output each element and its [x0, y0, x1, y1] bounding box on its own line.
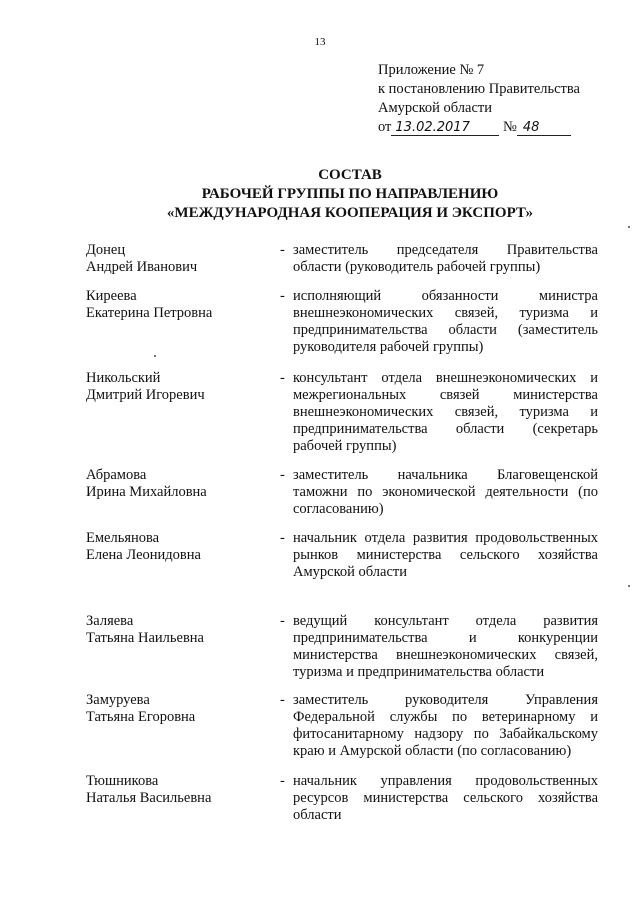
member-role: ведущий консультант отдела развития предпринимательства и конкуренции министерства внешнеэкономических связей, туризма и предпринимательства области: [293, 613, 598, 680]
appendix-header: [378, 61, 580, 137]
member-name: [86, 288, 276, 322]
member-name: [86, 242, 276, 276]
member-given-names: Ирина Михайловна: [86, 484, 207, 500]
appendix-date-line: [378, 118, 580, 137]
member-role: исполняющий обязанности министра внешнеэкономических связей, туризма и предпринимательства области (заместитель руководителя рабочей группы): [293, 288, 598, 355]
member-dash: -: [280, 242, 285, 258]
member-given-names: Андрей Иванович: [86, 259, 198, 275]
member-surname: Донец: [86, 242, 126, 258]
member-given-names: Екатерина Петровна: [86, 305, 213, 321]
member-surname: Заляева: [86, 613, 134, 629]
member-name: [86, 467, 276, 501]
member-surname: Абрамова: [86, 467, 147, 483]
member-dash: -: [280, 613, 285, 629]
member-surname: Емельянова: [86, 530, 160, 546]
member-name: [86, 370, 276, 404]
scan-speck: [628, 226, 630, 228]
member-name: [86, 530, 276, 564]
member-given-names: Дмитрий Игоревич: [86, 387, 205, 403]
member-given-names: Татьяна Егоровна: [86, 709, 196, 725]
member-given-names: Наталья Васильевна: [86, 790, 212, 806]
member-dash: -: [280, 692, 285, 708]
scan-speck: [628, 585, 630, 587]
appendix-region-line: Амурской области: [378, 100, 492, 116]
member-role: заместитель председателя Правительства области (руководитель рабочей группы): [293, 242, 598, 275]
member-surname: Киреева: [86, 288, 137, 304]
page-number: 13: [314, 36, 326, 48]
member-dash: -: [280, 370, 285, 386]
member-role: начальник управления продовольственных ресурсов министерства сельского хозяйства области: [293, 773, 598, 823]
member-role: начальник отдела развития продовольственных рынков министерства сельского хозяйства Амурской области: [293, 530, 598, 580]
member-surname: Никольский: [86, 370, 161, 386]
number-prefix: №: [503, 119, 517, 135]
member-name: [86, 773, 276, 807]
member-role: заместитель начальника Благовещенской таможни по экономической деятельности (по согласованию): [293, 467, 598, 517]
handwritten-number: 48: [517, 120, 571, 136]
title-line-1: СОСТАВ: [318, 167, 382, 183]
member-surname: Тюшникова: [86, 773, 159, 789]
member-dash: -: [280, 530, 285, 546]
appendix-resolution-line: к постановлению Правительства: [378, 81, 580, 97]
member-given-names: Елена Леонидовна: [86, 547, 201, 563]
handwritten-date: 13.02.2017: [391, 120, 499, 136]
scan-speck: [154, 355, 156, 357]
document-title: [0, 166, 640, 223]
member-role: заместитель руководителя Управления Федеральной службы по ветеринарному и фитосанитарному надзору по Забайкальскому краю и Амурской области (по согласованию): [293, 692, 598, 759]
member-surname: Замуруева: [86, 692, 150, 708]
member-role: консультант отдела внешнеэкономических и межрегиональных связей министерства внешнеэкономических связей, туризма и предпринимательства области (секретарь рабочей группы): [293, 370, 598, 454]
member-name: [86, 692, 276, 726]
member-dash: -: [280, 773, 285, 789]
member-dash: -: [280, 467, 285, 483]
member-name: [86, 613, 276, 647]
date-prefix: от: [378, 119, 392, 135]
title-line-3: «МЕЖДУНАРОДНАЯ КООПЕРАЦИЯ И ЭКСПОРТ»: [166, 205, 534, 221]
member-given-names: Татьяна Наильевна: [86, 630, 204, 646]
appendix-title: Приложение № 7: [378, 62, 485, 78]
title-line-2: РАБОЧЕЙ ГРУППЫ ПО НАПРАВЛЕНИЮ: [201, 186, 499, 202]
member-dash: -: [280, 288, 285, 304]
